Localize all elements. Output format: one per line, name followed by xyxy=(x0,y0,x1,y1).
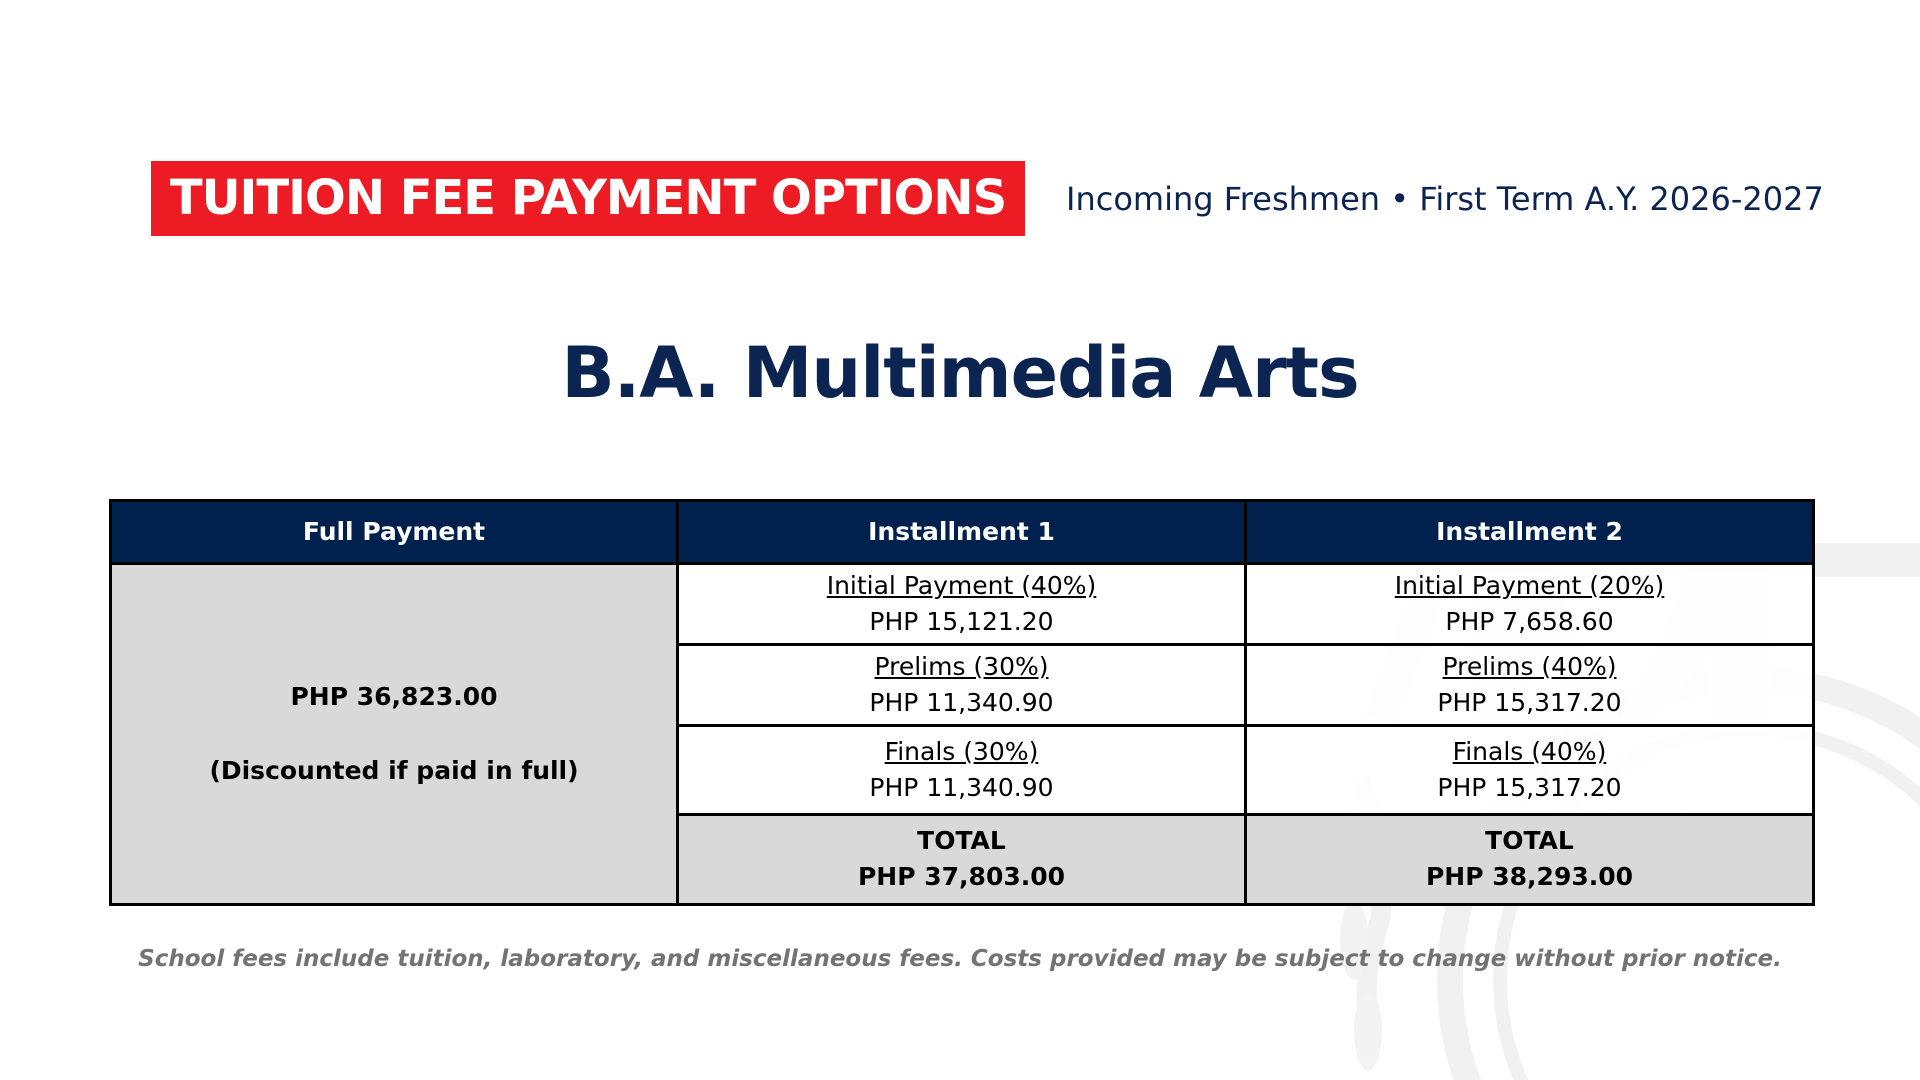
installment2-total-cell xyxy=(1246,814,1814,904)
full-payment-cell xyxy=(111,563,678,904)
installment2-initial-cell xyxy=(1246,563,1814,644)
installment1-finals-cell xyxy=(678,725,1246,814)
header-installment-1: Installment 1 xyxy=(678,501,1246,564)
installment1-finals-label: Finals (30%) xyxy=(884,736,1039,766)
installment2-finals-label: Finals (40%) xyxy=(1452,736,1607,766)
footnote: School fees include tuition, laboratory, and miscellaneous fees. Costs provided may be subject to change without prior notice. xyxy=(138,946,1782,972)
full-payment-note: (Discounted if paid in full) xyxy=(209,755,579,785)
installment2-prelims-label: Prelims (40%) xyxy=(1442,651,1617,681)
page-heading-badge: TUITION FEE PAYMENT OPTIONS xyxy=(151,161,1025,236)
installment2-total-label: TOTAL xyxy=(1485,826,1574,856)
installment1-initial-label: Initial Payment (40%) xyxy=(826,570,1097,600)
table-row xyxy=(111,563,1814,644)
installment2-total-amount: PHP 38,293.00 xyxy=(1425,862,1634,892)
program-title: B.A. Multimedia Arts xyxy=(561,332,1359,414)
installment1-initial-cell xyxy=(678,563,1246,644)
installment2-initial-amount: PHP 7,658.60 xyxy=(1445,606,1614,636)
installment2-initial-label: Initial Payment (20%) xyxy=(1394,570,1665,600)
header-full-payment: Full Payment xyxy=(111,501,678,564)
installment1-initial-amount: PHP 15,121.20 xyxy=(869,606,1054,636)
installment2-finals-amount: PHP 15,317.20 xyxy=(1437,772,1622,802)
installment1-total-cell xyxy=(678,814,1246,904)
installment1-prelims-amount: PHP 11,340.90 xyxy=(869,687,1054,717)
installment1-prelims-label: Prelims (30%) xyxy=(874,651,1049,681)
installment1-total-label: TOTAL xyxy=(917,826,1006,856)
installment2-prelims-cell xyxy=(1246,644,1814,725)
installment1-total-amount: PHP 37,803.00 xyxy=(857,862,1066,892)
table-header-row xyxy=(111,501,1814,564)
header-installment-2: Installment 2 xyxy=(1246,501,1814,564)
installment1-prelims-cell xyxy=(678,644,1246,725)
header-subtitle: Incoming Freshmen • First Term A.Y. 2026-2027 xyxy=(1066,180,1824,218)
fee-table xyxy=(109,499,1815,906)
installment2-prelims-amount: PHP 15,317.20 xyxy=(1437,687,1622,717)
full-payment-amount: PHP 36,823.00 xyxy=(290,681,498,711)
installment1-finals-amount: PHP 11,340.90 xyxy=(869,772,1054,802)
installment2-finals-cell xyxy=(1246,725,1814,814)
